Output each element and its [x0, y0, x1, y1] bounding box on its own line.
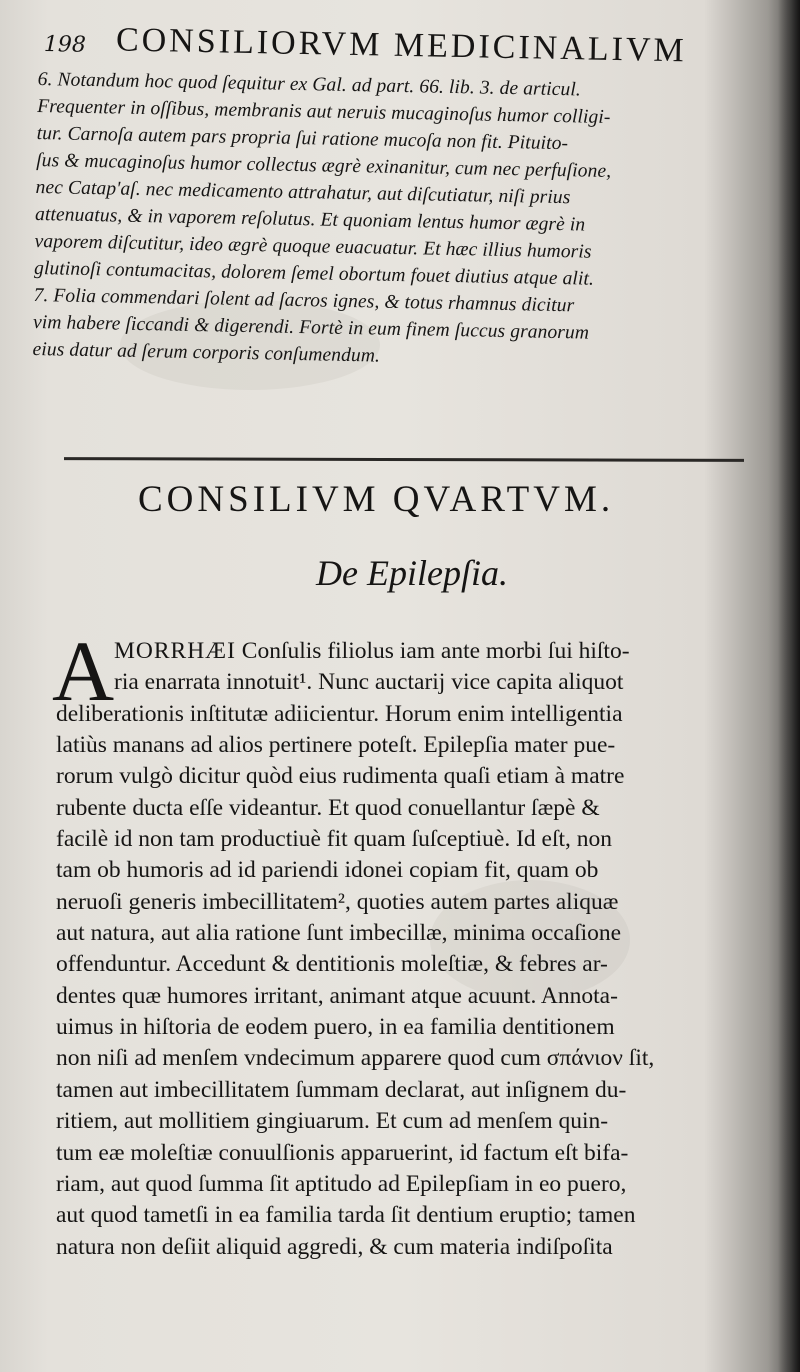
body-line: rubente ducta eſſe videantur. Et quod conuellantur ſæpè &: [56, 794, 600, 821]
body-line: [56, 636, 776, 667]
drop-cap: A: [52, 623, 115, 719]
note-line: 7. Folia commendari ſolent ad ſacros ignes, & totus rhamnus dicitur: [33, 284, 575, 317]
body-line: aut natura, aut alia ratione ſunt imbecillæ, minima occaſione: [56, 920, 622, 947]
note-line: tur. Carnoſa autem pars propria ſui ratione mucoſa non fit. Pituito-: [36, 122, 569, 155]
body-line: facilè id non tam productiuè fit quam ſuſceptiuè. Id eſt, non: [56, 826, 613, 853]
note-line: nec Catap'aſ. nec medicamento attrahatur, aut diſcutiatur, niſi prius: [35, 176, 571, 209]
body-line-text: Conſulis filiolus iam ante morbi ſui hiſto-: [241, 638, 630, 664]
body-line: riam, aut quod ſumma ſit aptitudo ad Epilepſiam in eo puero,: [56, 1170, 627, 1197]
section-title: CONSILIVM QVARTVM.: [138, 479, 615, 520]
first-word: MORRHÆI: [114, 638, 236, 664]
body-line: tum eæ moleſtiæ conuulſionis apparuerint, id factum eſt bifa-: [56, 1139, 629, 1166]
note-line: vim habere ſiccandi & digerendi. Fortè in eum finem ſuccus granorum: [32, 311, 590, 344]
note-line: attenuatus, & in vaporem reſolutus. Et quoniam lentus humor ægrè in: [34, 203, 586, 236]
body-line: uimus in hiſtoria de eodem puero, in ea familia dentitionem: [56, 1014, 615, 1041]
body-line: dentes quæ humores irritant, animant atque acuunt. Annota-: [56, 982, 618, 1009]
body-line: neruoſi generis imbecillitatem², quoties autem partes aliquæ: [56, 888, 619, 915]
body-line: aut quod tametſi in ea familia tarda ſit dentium eruptio; tamen: [56, 1202, 636, 1229]
body-line: ritiem, aut mollitiem gingiuarum. Et cum ad menſem quin-: [56, 1108, 609, 1135]
running-head: CONSILIORVM MEDICINALIVM: [115, 21, 688, 70]
body-line: natura non deſiit aliquid aggredi, & cum materia indiſpoſita: [56, 1233, 613, 1260]
body-line: non niſi ad menſem vndecimum apparere quod cum σπάνιον ſit,: [56, 1045, 655, 1072]
page-number: 198: [43, 32, 87, 58]
body-line: ria enarrata innotuit¹. Nunc auctarij vice capita aliquot: [114, 669, 624, 696]
notes-block: [32, 66, 758, 377]
note-line: Frequenter in oſſibus, membranis aut neruis mucaginoſus humor colligi-: [37, 95, 611, 128]
note-line: 6. Notandum hoc quod ſequitur ex Gal. ad part. 66. lib. 3. de articul.: [37, 68, 582, 101]
note-line: ſus & mucaginoſus humor collectus ægrè exinanitur, cum nec perfuſione,: [35, 149, 612, 183]
body-line: tamen aut imbecillitatem ſummam declarat, aut inſignem du-: [56, 1076, 627, 1103]
body-line: offenduntur. Accedunt & dentitionis moleſtiæ, & febres ar-: [56, 951, 608, 978]
note-line: eius datur ad ſerum corporis conſumendum.: [32, 338, 381, 367]
body-line: latiùs manans ad alios pertinere poteſt. Epilepſia mater pue-: [56, 732, 616, 759]
section-divider: [64, 457, 744, 462]
body-line: deliberationis inſtitutæ adiicientur. Horum enim intelligentia: [56, 700, 623, 727]
body-text: [56, 636, 776, 1263]
body-line: tam ob humoris ad id pariendi idonei copiam fit, quam ob: [56, 857, 599, 884]
note-line: glutinoſi contumacitas, dolorem ſemel obortum fouet diutius atque alit.: [33, 257, 595, 290]
body-line: rorum vulgò dicitur quòd eius rudimenta quaſi etiam à matre: [56, 763, 625, 790]
note-line: vaporem diſcutitur, ideo ægrè quoque euacuatur. Et hæc illius humoris: [34, 230, 592, 263]
page-binding-shadow: [778, 0, 800, 1372]
section-subtitle: De Epilepſia.: [316, 553, 508, 593]
